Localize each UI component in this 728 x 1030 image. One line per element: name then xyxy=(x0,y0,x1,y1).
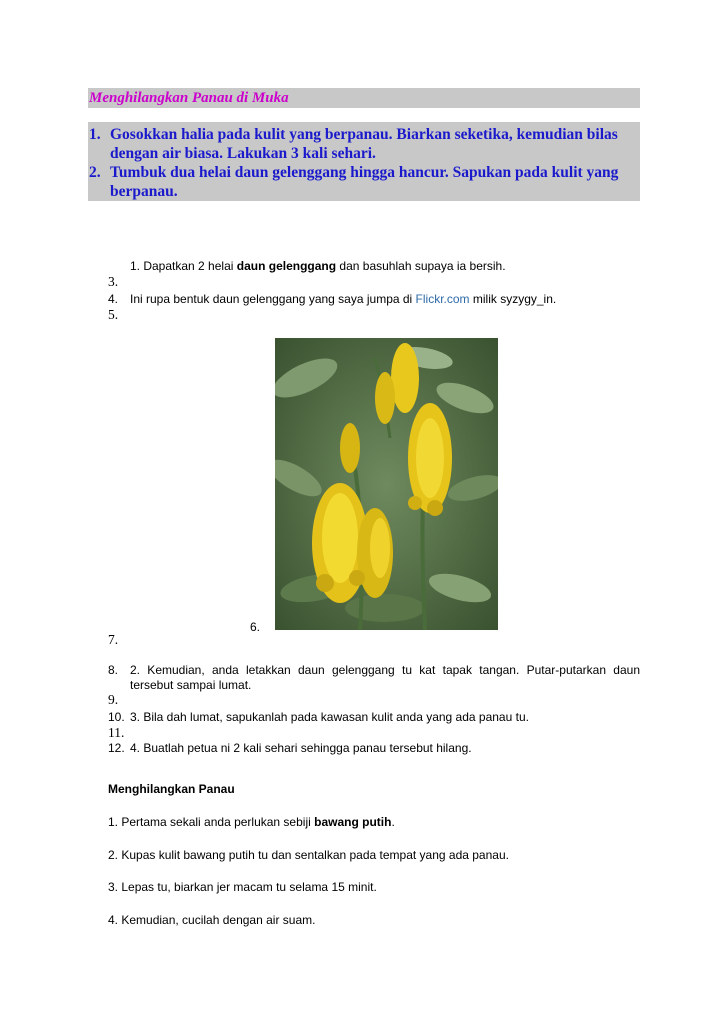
list-item: 3. Lepas tu, biarkan jer macam tu selama 15 minit. xyxy=(108,880,377,894)
bold-text: daun gelenggang xyxy=(236,259,337,273)
text: 1. Pertama sekali anda perlukan sebiji xyxy=(108,815,315,829)
list-item-text: 2. Kemudian, anda letakkan daun gelenggang tu kat tapak tangan. Putar-putarkan daun tersebut sampai lumat. xyxy=(130,663,640,692)
list-number: 8. xyxy=(108,663,119,677)
list-number: 3. xyxy=(108,274,119,289)
text: 1. Dapatkan 2 helai xyxy=(130,259,237,273)
list-item xyxy=(89,163,640,201)
text: dan basuhlah supaya ia bersih. xyxy=(336,259,506,273)
list-item-text: Tumbuk dua helai daun gelenggang hingga hancur. Sapukan pada kulit yang berpanau. xyxy=(110,164,619,200)
text: Ini rupa bentuk daun gelenggang yang saya jumpa di xyxy=(130,292,416,306)
list-number: 12. xyxy=(108,741,125,755)
list-number: 6. xyxy=(250,620,261,634)
text: . xyxy=(391,815,395,829)
list-item-text: 3. Bila dah lumat, sapukanlah pada kawasan kulit anda yang ada panau tu. xyxy=(130,710,529,724)
text: milik syzygy_in. xyxy=(469,292,557,306)
list-number: 10. xyxy=(108,710,125,724)
list-number: 4. xyxy=(108,292,119,306)
list-item xyxy=(130,259,506,274)
list-item: 2. Kupas kulit bawang putih tu dan sentalkan pada tempat yang ada panau. xyxy=(108,848,509,862)
list-item: 4. Kemudian, cucilah dengan air suam. xyxy=(108,913,316,927)
bold-text: bawang putih xyxy=(314,815,392,829)
list-item xyxy=(108,815,395,830)
list-item-text xyxy=(130,292,556,307)
list-item-text: 4. Buatlah petua ni 2 kali sehari sehingga panau tersebut hilang. xyxy=(130,741,472,755)
flickr-link[interactable]: Flickr.com xyxy=(415,292,470,306)
list-item-text: Gosokkan halia pada kulit yang berpanau. Biarkan seketika, kemudian bilas dengan air biasa. Lakukan 3 kali sehari. xyxy=(110,126,618,162)
section-heading: Menghilangkan Panau xyxy=(108,782,235,796)
list-number: 7. xyxy=(108,632,119,647)
list-number: 1. xyxy=(89,126,101,143)
list-item xyxy=(108,292,118,307)
list-number: 5. xyxy=(108,307,119,322)
highlighted-remedy-list xyxy=(88,122,640,201)
list-item xyxy=(89,125,640,163)
page-title: Menghilangkan Panau di Muka xyxy=(88,88,640,108)
list-number: 11. xyxy=(108,725,125,740)
senna-flower-photo xyxy=(275,338,498,630)
list-number: 9. xyxy=(108,692,119,707)
list-number: 2. xyxy=(89,164,101,181)
